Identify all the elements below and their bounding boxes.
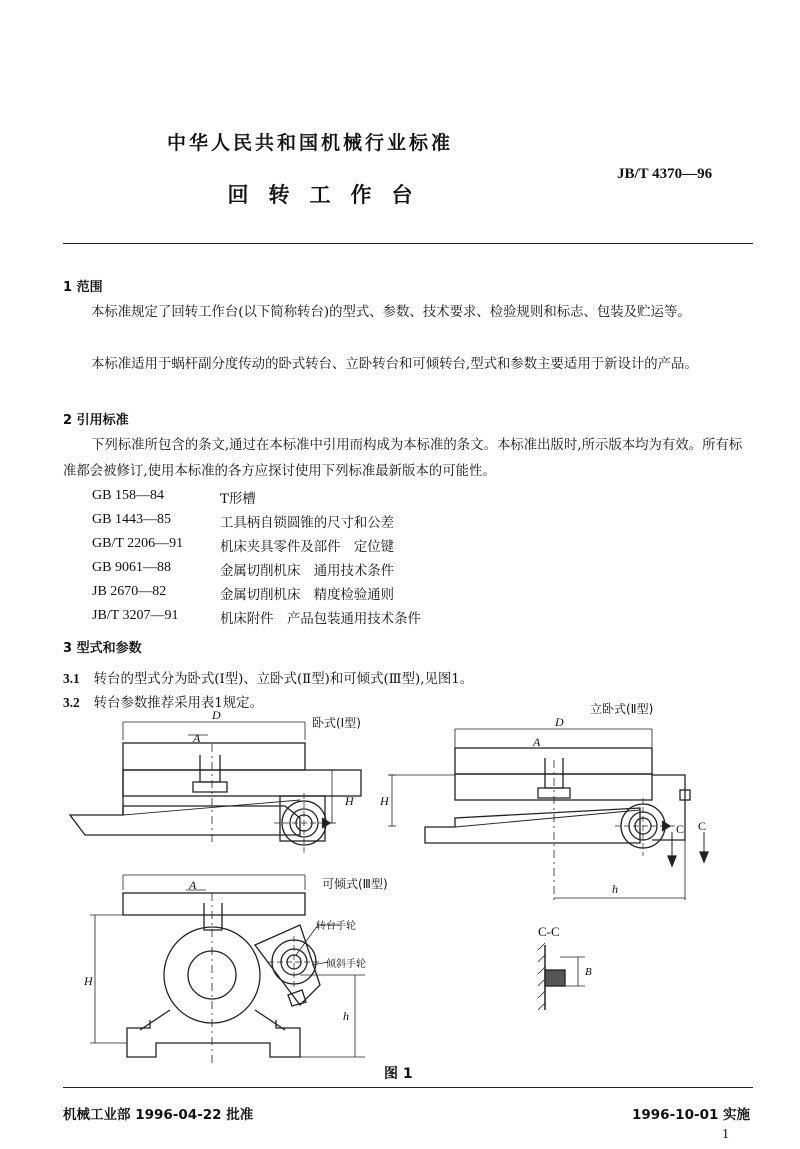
dim-A-type3: A	[189, 878, 197, 892]
type-3-drawing	[90, 875, 365, 1065]
reference-name: 工具柄自锁圆锥的尺寸和公差	[220, 516, 395, 531]
implementation-date: 1996-10-01 实施	[632, 1107, 751, 1123]
document-title: 回转工作台	[227, 183, 433, 207]
section-1-heading: 1 范围	[63, 280, 103, 295]
type-1-drawing	[70, 722, 361, 853]
dim-A-type2: A	[533, 735, 541, 749]
section-2-paragraph: 下列标准所包含的条文,通过在本标准中引用而构成为本标准的条文。本标准出版时,所示版本均为有效。所有标准都会被修订,使用本标准的各方应探讨使用下列标准最新版本的可能性。	[63, 438, 743, 479]
clause-number: 3.1	[63, 671, 80, 686]
dim-H-type1: H	[345, 794, 354, 808]
reference-name: T形槽	[220, 492, 256, 507]
footer-rule	[63, 1087, 753, 1088]
section-3-heading: 3 型式和参数	[63, 641, 142, 656]
approval-note: 机械工业部 1996-04-22 批准	[63, 1107, 254, 1123]
clause-text: 转台参数推荐采用表1规定。	[93, 696, 263, 711]
dim-H-type2: H	[380, 794, 389, 808]
label-turntable-handwheel: 转台手轮	[316, 921, 356, 932]
dim-D-type2: D	[555, 715, 564, 729]
reference-name: 金属切削机床 通用技术条件	[220, 564, 395, 579]
figure-caption: 图 1	[384, 1066, 413, 1082]
dim-D-type1: D	[212, 708, 221, 722]
standard-code: JB/T 4370—96	[617, 166, 713, 182]
section-cc-label: C-C	[538, 924, 560, 939]
section-1-paragraph-1: 本标准规定了回转工作台(以下简称转台)的型式、参数、技术要求、检验规则和标志、包装及贮运等。	[91, 305, 691, 320]
label-tilt-handwheel: 倾斜手轮	[326, 959, 366, 970]
reference-code: GB/T 2206—91	[92, 536, 184, 551]
dim-C-right: C	[698, 819, 707, 833]
label-type-2: 立卧式(Ⅱ型)	[590, 702, 654, 716]
reference-code: GB 1443—85	[92, 512, 171, 527]
label-type-1: 卧式(Ⅰ型)	[312, 716, 361, 730]
reference-code: GB 9061—88	[92, 560, 171, 575]
reference-code: GB 158—84	[92, 488, 164, 503]
clause-number: 3.2	[63, 695, 80, 710]
dim-C-left: C	[676, 822, 685, 836]
type-2-drawing	[388, 729, 708, 900]
dim-B: B	[585, 966, 592, 978]
org-title: 中华人民共和国机械行业标准	[166, 132, 453, 154]
reference-code: JB/T 3207—91	[92, 608, 179, 623]
dim-h-type2: h	[612, 882, 618, 896]
reference-name: 机床附件 产品包装通用技术条件	[220, 612, 421, 627]
section-1-paragraph-2: 本标准适用于蜗杆副分度传动的卧式转台、立卧转台和可倾转台,型式和参数主要适用于新设计的产品。	[91, 357, 698, 372]
dim-H-type3: H	[84, 974, 93, 988]
reference-name: 机床夹具零件及部件 定位键	[220, 540, 395, 555]
section-cc-drawing	[538, 943, 585, 1010]
label-type-3: 可倾式(Ⅲ型)	[322, 877, 388, 891]
page-number: 1	[722, 1127, 729, 1142]
reference-code: JB 2670—82	[92, 584, 167, 599]
dim-h-type3: h	[343, 1009, 349, 1023]
clause-text: 转台的型式分为卧式(Ⅰ型)、立卧式(Ⅱ型)和可倾式(Ⅲ型),见图1。	[93, 672, 474, 687]
reference-name: 金属切削机床 精度检验通则	[220, 588, 395, 603]
dim-A-type1: A	[193, 731, 201, 745]
section-2-heading: 2 引用标准	[63, 413, 129, 428]
